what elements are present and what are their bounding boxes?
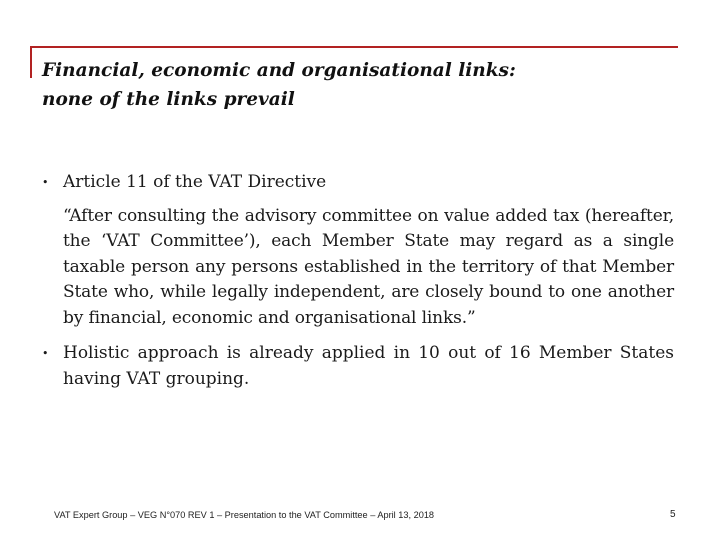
title-line-1: Financial, economic and organisational links: [42,60,516,81]
bullet-dot: • [42,176,49,189]
article-quote: “After consulting the advisory committee on value added tax (hereafter, the ‘VAT Committee’), each Member State may regard as a single taxable person any persons established in the territory of that Member State who, while legally independent, are closely bound to one another by financial, economic and organisational links.” [63,205,674,328]
slide-body [42,170,674,392]
bullet-dot: • [42,347,49,360]
footer-text: VAT Expert Group – VEG N°070 REV 1 – Presentation to the VAT Committee – April 13, 2018 [54,510,435,520]
bullet-text: Holistic approach is already applied in 10 out of 16 Member States having VAT grouping. [63,343,674,389]
bullet-item [42,170,674,196]
bullet-item [42,341,674,392]
slide-title [42,56,682,114]
title-accent-line [30,46,678,48]
title-line-2: none of the links prevail [42,89,295,110]
bullet-text: Article 11 of the VAT Directive [63,172,327,192]
page-number: 5 [670,509,676,520]
title-accent-bar [30,46,32,78]
